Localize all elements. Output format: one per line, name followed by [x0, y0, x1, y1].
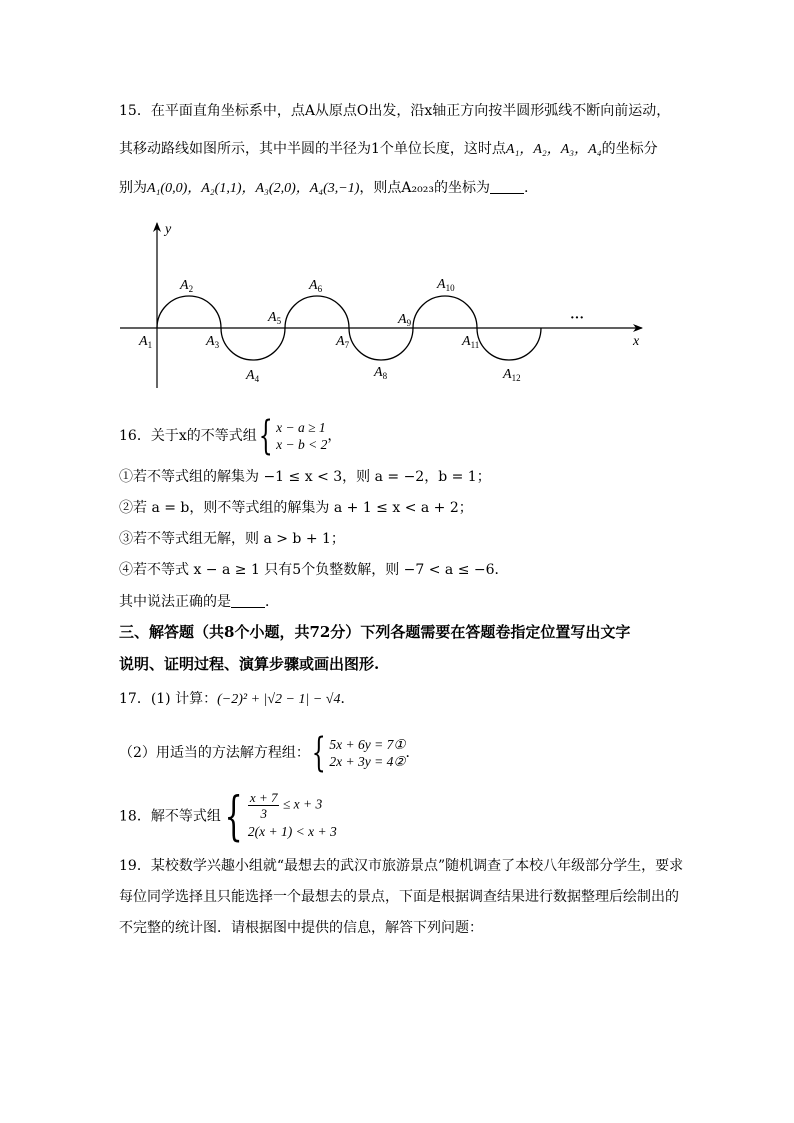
- q17-system: [310, 730, 406, 776]
- q18-label: 18．解不等式组: [119, 808, 221, 825]
- q16-option-3: ③若不等式组无解，则 a > b + 1；: [119, 531, 345, 547]
- q19-line-1: 19．某校数学兴趣小组就“最想去的武汉市旅游景点”随机调查了本校八年级部分学生，要求: [119, 858, 684, 874]
- q16-conclusion: 其中说法正确的是 ．: [119, 594, 279, 610]
- point-label-a5: $A_5$: [268, 310, 282, 326]
- q17-part-1-label: 17．(1) 计算：: [119, 691, 218, 707]
- brace-icon: {: [224, 786, 243, 847]
- q19-line-2: 每位同学选择且只能选择一个最想去的景点，下面是根据调查结果进行数据整理后绘制出的: [119, 889, 679, 905]
- q18-ineq-1-rest: ≤ x + 3: [282, 796, 323, 812]
- q18-ineq-1: [248, 790, 337, 821]
- q16-sys-line-2: x − b < 2: [276, 437, 328, 452]
- point-label-a11: $A_{11}$: [462, 334, 480, 350]
- answer-blank: [490, 179, 524, 194]
- point-label-a6: $A_6$: [309, 278, 323, 294]
- q17-part-1: 17．(1) 计算：(−2)² + |√2 − 1| − √4．: [119, 691, 355, 707]
- q16-system: [257, 413, 328, 459]
- q18-ineq-2: 2(x + 1) < x + 3: [247, 824, 337, 839]
- brace-icon: {: [311, 730, 326, 776]
- q18-frac-denominator: 3: [260, 806, 267, 821]
- q15-line-2-text: 其移动路线如图所示，其中半圆的半径为1个单位长度，这时点: [119, 141, 506, 157]
- q16-option-4: ④若不等式 x − a ≥ 1 只有5个负整数解，则 −7 < a ≤ −6．: [119, 562, 509, 578]
- point-label-a3: $A_3$: [206, 334, 220, 350]
- x-axis-label: x: [633, 334, 640, 349]
- section-3-heading: 三、解答题（共8个小题，共72分）下列各题需要在答题卷指定位置写出文字: [119, 623, 631, 641]
- q15-line-3-tail: ，则点A₂₀₂₃的坐标为: [359, 180, 490, 196]
- point-label-a10: $A_{10}$: [437, 277, 455, 293]
- q18: [119, 786, 337, 847]
- q17-sys-line-1: 5x + 6y = 7①: [329, 737, 406, 752]
- q15-line-2: [119, 138, 658, 161]
- q16-option-2: ②若 a = b，则不等式组的解集为 a + 1 ≤ x < a + 2；: [119, 500, 473, 516]
- q16-conclusion-text: 其中说法正确的是: [119, 594, 231, 610]
- q15-line-2-tail: 的坐标分: [601, 141, 658, 157]
- q16-option-1: ①若不等式组的解集为 −1 ≤ x < 3，则 a = −2，b = 1；: [119, 469, 491, 485]
- point-label-a4: $A_4$: [246, 368, 260, 384]
- q15-line-3: [119, 177, 528, 200]
- y-axis-label: y: [165, 222, 172, 237]
- point-label-a1: $A_1$: [139, 334, 153, 350]
- brace-icon: {: [258, 413, 273, 459]
- q15-coords: A₁(0,0)，A₂(1,1)，A₃(2,0)，A₄(3,−1): [147, 181, 360, 196]
- section-3-heading-cont: 说明、证明过程、演算步骤或画出图形.: [119, 655, 380, 673]
- q17-sys-line-2: 2x + 3y = 4②: [329, 754, 406, 769]
- q18-system: [221, 786, 337, 847]
- point-label-a7: $A_7$: [336, 334, 350, 350]
- q16-header: 16．关于x的不等式组 { x − a ≥ 1 x − b < 2 ，: [119, 413, 342, 459]
- ellipsis: ···: [570, 311, 585, 326]
- point-label-a2: $A_2$: [180, 278, 194, 294]
- q15-period: .: [523, 180, 529, 196]
- q16-intro: 16．关于x的不等式组: [119, 428, 257, 444]
- q19-line-3: 不完整的统计图．请根据图中提供的信息，解答下列问题：: [119, 920, 483, 936]
- q15-line-3-text: 别为: [119, 180, 147, 196]
- point-label-a9: $A_9$: [398, 312, 412, 328]
- point-label-a8: $A_8$: [374, 365, 388, 381]
- arc-path-figure: [0, 215, 794, 395]
- q16-sys-line-1: x − a ≥ 1: [276, 420, 326, 435]
- point-label-a12: $A_{12}$: [503, 367, 521, 383]
- q15-points: A₁，A₂，A₃，A₄: [505, 142, 602, 157]
- q17-expression: (−2)² + |√2 − 1| − √4: [217, 692, 341, 707]
- q15-line-1: 15．在平面直角坐标系中，点A从原点O出发，沿x轴正方向按半圆形弧线不断向前运动，: [119, 103, 671, 119]
- answer-blank: [231, 593, 265, 608]
- q17-part-2: （2）用适当的方法解方程组： { 5x + 6y = 7① 2x + 3y = 4② ．: [119, 730, 420, 776]
- q18-frac-numerator: x + 7: [249, 790, 278, 805]
- q17-part-2-label: （2）用适当的方法解方程组：: [119, 745, 310, 761]
